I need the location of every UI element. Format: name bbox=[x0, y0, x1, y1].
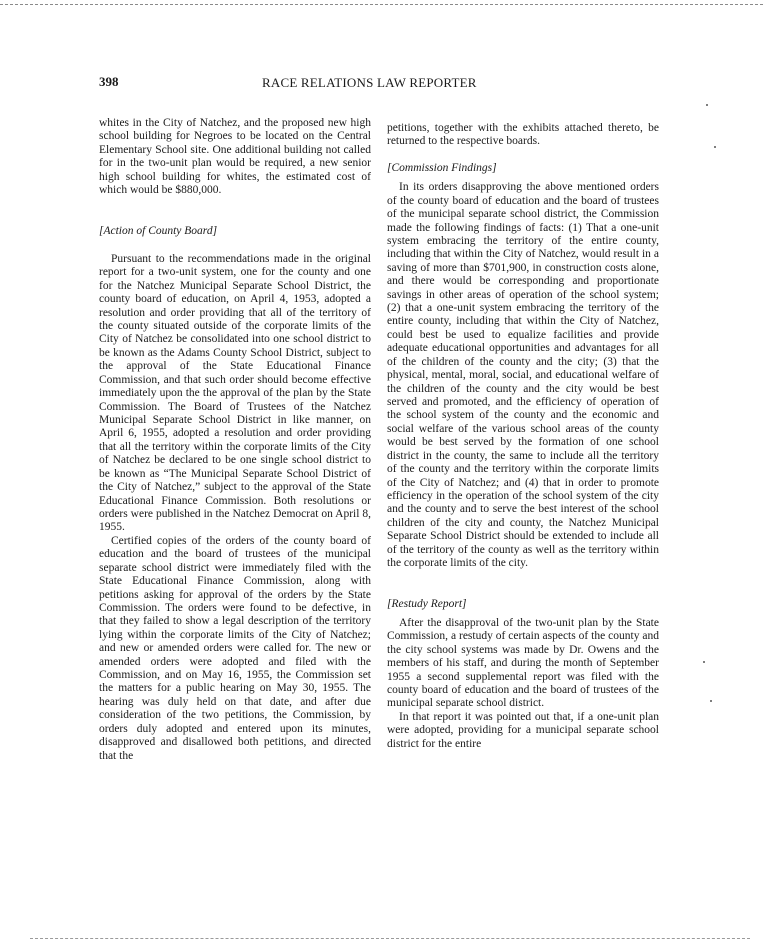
paragraph: petitions, together with the exhibits attached thereto, be returned to the respective boards. bbox=[387, 122, 659, 148]
right-column bbox=[387, 122, 659, 751]
paragraph: whites in the City of Natchez, and the proposed new high school building for Negroes to be located on the Central Elementary School site. One additional building not called for in the two-unit plan would be required, a new senior high school building for whites, the estimated cost of which would be $880,000. bbox=[99, 117, 371, 197]
scan-speck bbox=[706, 104, 708, 106]
section-heading-commission-findings: [Commission Findings] bbox=[387, 161, 497, 174]
left-column bbox=[99, 117, 371, 763]
paragraph: In that report it was pointed out that, if a one-unit plan were adopted, providing for a municipal separate school district for the entire bbox=[387, 710, 659, 750]
section-heading-action-of-county-board: [Action of County Board] bbox=[99, 224, 218, 237]
page-number: 398 bbox=[99, 74, 119, 89]
paragraph: After the disapproval of the two-unit plan by the State Commission, a restudy of certain aspects of the county and the city school systems was made by Dr. Owens and the members of his staff, and during the month of September 1955 a second supplemental report was filed with the county board of education and the board of trustees of the municipal separate school district. bbox=[387, 616, 659, 710]
section-heading-restudy-report: [Restudy Report] bbox=[387, 597, 467, 610]
scan-speck bbox=[703, 661, 705, 663]
running-head: RACE RELATIONS LAW REPORTER bbox=[262, 75, 477, 90]
paragraph: Pursuant to the recommendations made in the original report for a two-unit system, one for the county and one for the Natchez Municipal Separate School District, the county board of education, on April 4, 1953, adopted a resolution and order providing that all of the territory of the county situated outside of the corporate limits of the City of Natchez be consolidated into one school district to be known as the Adams County School District, subject to the approval of the State Educational Finance Commission, and that such order should become effective immediately upon the the approval of the plan by the State Commission. The Board of Trustees of the Natchez Municipal Separate School District in like manner, on April 6, 1955, adopted a resolution and order providing that all the territory within the corporate limits of the City of Natchez be declared to be one single school district to be known as “The Municipal Separate School District of the City of Natchez,” subject to the approval of the State Educational Finance Commission. Both resolutions or orders were published in the Natchez Democrat on April 8, 1955. bbox=[99, 252, 371, 534]
bottom-scan-border bbox=[30, 938, 750, 939]
scan-speck bbox=[710, 700, 712, 702]
paragraph: Certified copies of the orders of the county board of education and the board of trustees of the municipal separate school district were immediately filed with the State Educational Finance Commission, along with petitions asking for approval of the orders by the State Commission. The orders were found to be defective, in that they failed to show a legal description of the territory lying within the corporate limits of the City of Natchez; and new or amended orders were called for. The new or amended orders were adopted and filed with the Commission, and on May 16, 1955, the Commission set the matters for a public hearing on May 30, 1955. The hearing was duly held on that date, and after due consideration of the two petitions, the Commission, by orders duly adopted and entered upon its minutes, disapproved and disallowed both petitions, and directed that the bbox=[99, 534, 371, 762]
paragraph: In its orders disapproving the above mentioned orders of the county board of education and the board of trustees of the municipal separate school district, the Commission made the following findings of facts: (1) That a one-unit system embracing the territory of the entire county, including that within the City of Natchez, would result in a saving of more than $701,900, in construction costs alone, and there would be corresponding and proportionate savings in other areas of operation of the school system; (2) that a one-unit system embracing the territory of the entire county, including that within the City of Natchez, could best be used to equalize facilities and provide adequate educational opportunities and advantages for all of the children of the county and the city; (3) that the physical, mental, moral, social, and educational welfare of the children of the county and the city would be best served and promoted, and the efficiency of operation of the school system of the county and the economic and social welfare of the various school areas of the county would be best served by the formation of one school district in the county, the same to include all the territory of the county and the territory within the corporate limits of the City of Natchez; and (4) that in order to promote efficiency in the operation of the school system of the city and the county and to serve the best interest of the school children of the city and county, the Natchez Municipal Separate School District should be extended to include all of the territory of the county as well as the territory within the corporate limits of the city. bbox=[387, 181, 659, 570]
scan-speck bbox=[714, 146, 716, 148]
top-scan-border bbox=[0, 4, 763, 5]
